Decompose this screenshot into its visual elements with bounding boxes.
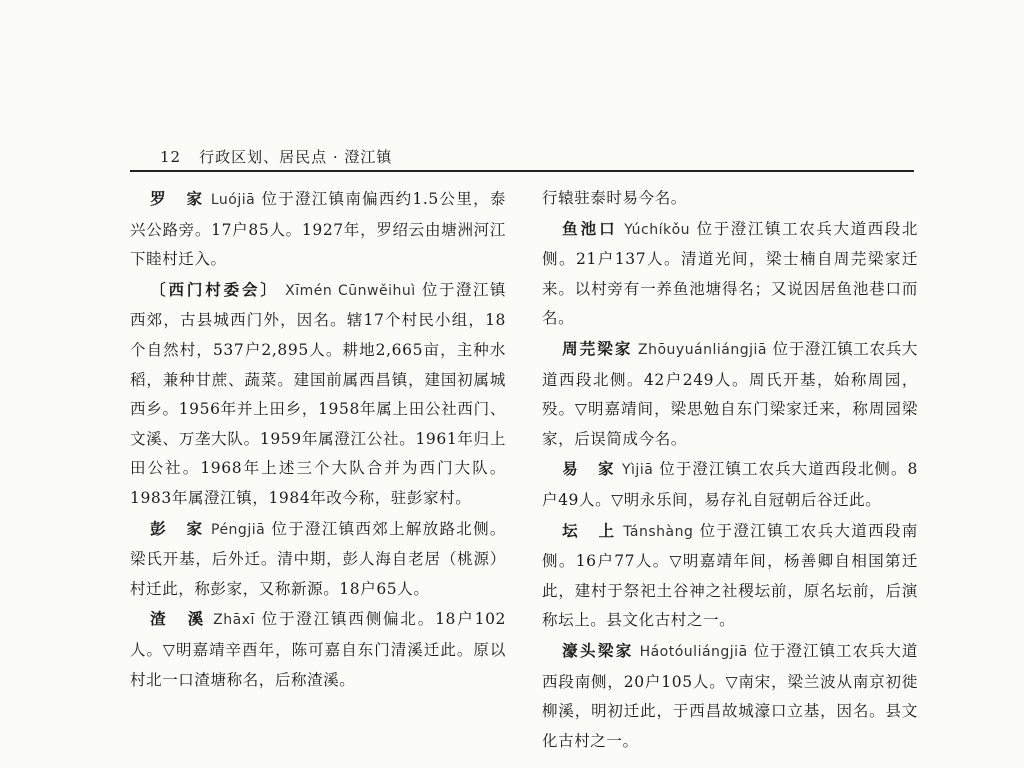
entry-text: 位于澄江镇工农兵大道西段南侧。16户77人。▽明嘉靖年间，杨善卿自相国第迁此，建村于祭祀土谷神之社稷坛前，原名坛前，后演称坛上。县文化古村之一。 [542, 521, 918, 630]
entry-pinyin: Xīmén Cūnwěihuì [285, 282, 416, 299]
entry-pengjia [130, 514, 506, 605]
entry-headword: 彭 家 [150, 518, 205, 538]
entry-haotouliangjia [542, 636, 918, 756]
entry-text: 位于澄江镇西郊上解放路北侧。梁氏开基，后外迁。清中期，彭人海自老居（桃源）村迁此，称彭家，又称新源。18户65人。 [130, 519, 506, 598]
entry-pinyin: Zhōuyuánliángjiā [638, 341, 767, 358]
entry-headword: 易 家 [562, 459, 616, 479]
entry-text: 位于澄江镇工农兵大道西段南侧，20户105人。▽南宋，梁兰波从南京初徙柳溪，明初迁此，于西昌故城濠口立基，因名。县文化古村之一。 [542, 641, 918, 750]
running-header [160, 146, 392, 167]
entry-headword: 坛 上 [562, 520, 617, 540]
entry-text: 位于澄江镇工农兵大道西段北侧。8户49人。▽明永乐间，易存礼自冠朝后谷迁此。 [542, 460, 918, 509]
entry-pinyin: Péngjiā [211, 521, 266, 538]
entry-zhouyuanliangjia [542, 334, 918, 454]
entry-headword: 濠头梁家 [562, 640, 634, 660]
right-column [542, 184, 918, 756]
entry-text: 位于澄江镇工农兵大道西段北侧。21户137人。清道光间，梁士楠自周芫梁家迁来。以村旁有一养鱼池塘得名；又说因居鱼池巷口而名。 [542, 219, 918, 328]
entry-yuchikou [542, 214, 918, 334]
entry-pinyin: Yìjiā [621, 462, 654, 479]
entry-pinyin: Yúchíkǒu [624, 221, 691, 238]
entry-headword: 渣 溪 [150, 609, 207, 629]
entry-luojia [130, 184, 506, 275]
continuation-text: 行辕驻泰时易今名。 [542, 189, 687, 207]
entry-text: 位于澄江镇西侧偏北。18户102人。▽明嘉靖辛酉年，陈可嘉自东门清溪迁此。原以村北一口渣塘称名，后称渣溪。 [130, 610, 506, 689]
entry-pinyin: Luójiā [210, 192, 256, 208]
page-number: 12 [160, 148, 182, 166]
entry-headword: 罗 家 [150, 189, 205, 208]
entry-zhaxi [130, 604, 506, 695]
entry-pinyin: Háotóuliángjiā [639, 643, 748, 660]
entry-headword: 周芫梁家 [562, 338, 633, 358]
entry-text: 位于澄江镇工农兵大道西段北侧。42户249人。周氏开基，始称周园，殁。▽明嘉靖间，梁思勉自东门梁家迁来，称周园梁家，后误简成今名。 [542, 339, 918, 448]
running-title: 行政区划、居民点 · 澄江镇 [199, 148, 393, 166]
entry-pinyin: Zhāxī [213, 612, 255, 629]
entry-headword: 鱼池口 [562, 218, 618, 238]
entry-ximen-village-committee [130, 275, 506, 514]
entry-tanshang [542, 516, 918, 636]
entry-pinyin: Tánshàng [623, 523, 694, 540]
left-column [130, 184, 506, 695]
entry-yijia [542, 454, 918, 515]
header-rule [130, 170, 914, 172]
entry-headword: 〔西门村委会〕 [150, 279, 279, 299]
entry-text: 位于澄江镇西郊，古县城西门外，因名。辖17个村民小组，18个自然村，537户2,895人。耕地2,665亩，主种水稻，兼种甘蔗、蔬菜。建国前属西昌镇，建国初属城西乡。1956年并上田乡，1958年属上田公社西门、文溪、万垄大队。1959年属澄江公社。1961年归上田公社。1968年上述三个大队合并为西门大队。1983年属澄江镇，1984年改今称，驻彭家村。 [130, 280, 507, 507]
entry-text: 位于澄江镇南偏西约1.5公里，泰兴公路旁。17户85人。1927年，罗绍云由塘洲河江下睦村迁入。 [130, 190, 506, 269]
